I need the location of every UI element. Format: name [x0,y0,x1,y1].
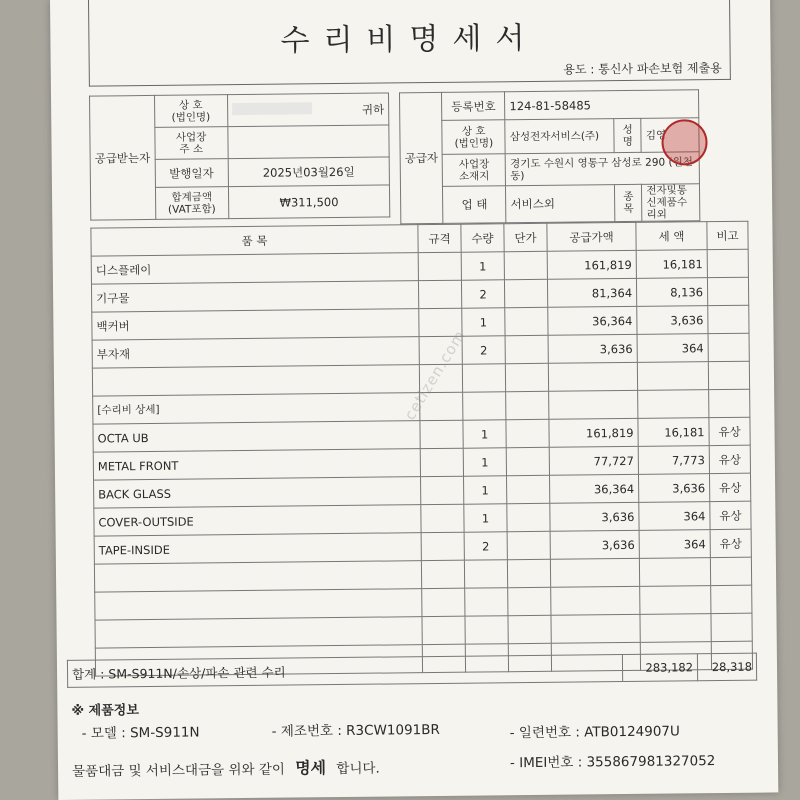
item-name: 기구물 [91,281,418,312]
header-item: 품 목 [91,225,418,256]
detail-note: 유상 [709,417,750,445]
detail-note: 유상 [709,473,750,501]
title-box [88,0,731,87]
total-amount: ₩311,500 [228,185,390,219]
item-supply: 81,364 [547,278,636,307]
detail-name: OCTA UB [93,421,420,452]
supplier-name-label: 상 호 (법인명) [442,120,505,155]
header-qty: 수량 [461,224,504,252]
serial-number: - 제조번호 : R3CW1091BR [271,721,440,740]
item-qty: 2 [462,336,505,364]
totals-table [67,653,757,688]
detail-tax: 364 [639,530,710,559]
detail-supply: 77,727 [549,446,638,475]
detail-tax: 364 [639,502,710,531]
item-name: 디스플레이 [91,253,418,284]
imei-number: - IMEI번호 : 355867981327052 [509,753,716,772]
page-title: 수리비명세서 [280,20,539,59]
closing-statement [72,755,380,781]
header-spec: 규격 [418,224,461,252]
type-label: 업 태 [443,186,506,224]
detail-supply: 161,819 [549,418,638,447]
sequence-number: - 일련번호 : ATB0124907U [509,723,680,742]
item-supply: 36,364 [548,306,637,335]
header-unit: 단가 [504,223,547,251]
issue-date: 2025년03월26일 [228,157,390,187]
detail-name: METAL FRONT [93,449,420,480]
purpose-text: 용도 : 통신사 파손보험 제출용 [563,60,722,77]
rep-name: 김영 [641,118,699,153]
recipient-address-label: 사업장 주 소 [154,127,228,160]
totals-supply: 283,182 [622,654,697,682]
watermark: cetizen.com [400,326,470,424]
detail-tax: 3,636 [638,474,709,503]
detail-name: BACK GLASS [94,477,421,508]
recipient-table [89,92,390,220]
totals-tax: 28,318 [697,653,756,681]
redacted-name [232,102,312,115]
detail-tax: 7,773 [638,446,709,475]
rep-label: 성 명 [614,118,641,152]
detail-supply: 3,636 [550,530,639,559]
header-note: 비고 [707,221,748,249]
item-tax: 16,181 [636,250,707,279]
recipient-side-label: 공급받는자 [90,95,156,220]
item-name: 백커버 [92,309,419,340]
total-label: 합계금액 (VAT포함) [155,187,229,220]
item-qty: 1 [461,252,504,280]
product-info [71,693,761,719]
detail-name: COVER-OUTSIDE [94,505,421,536]
business-item: 전자및통신제품수리외 [642,184,700,222]
items-table [90,221,753,677]
detail-label: [수리비 상세] [93,393,420,424]
item-qty: 1 [462,308,505,336]
recipient-suffix: 귀하 [361,102,385,117]
supplier-side-label: 공급자 [399,92,443,223]
supplier-address-label: 사업장 소재지 [442,154,505,187]
date-label: 발행일자 [155,159,229,188]
header-tax: 세 액 [636,222,707,251]
item-supply: 161,819 [547,250,636,279]
totals-label: 합계 : SM-S911N/손상/파손 관련 수리 [67,655,622,688]
closing-post: 합니다. [336,760,380,778]
supplier-address: 경기도 수원시 영통구 삼성로 290 (원천동) [505,152,699,186]
item-supply: 3,636 [548,334,637,363]
reg-label: 등록번호 [442,92,505,121]
item-tax: 8,136 [636,278,707,307]
detail-tax: 16,181 [638,418,709,447]
detail-name: TAPE-INSIDE [94,533,421,564]
recipient-name-label: 상 호 (법인명) [154,95,228,128]
header-supply: 공급가액 [547,222,636,251]
company-seal-icon [661,119,707,165]
detail-supply: 3,636 [550,502,639,531]
product-info-heading: ※ 제품정보 [71,703,139,719]
detail-note: 유상 [710,529,751,557]
closing-bold: 명세 [295,758,327,778]
closing-pre: 물품대금 및 서비스대금을 위와 같이 [71,761,285,780]
invoice-paper [50,0,778,800]
detail-note: 유상 [709,445,750,473]
detail-qty: 1 [464,476,507,504]
reg-number: 124-81-58485 [505,90,699,120]
supplier-name: 삼성전자서비스(주) [505,119,614,154]
model-number: - 모델 : SM-S911N [81,724,200,742]
detail-qty: 1 [463,420,506,448]
item-tax: 364 [637,334,708,363]
recipient-name-cell [227,93,389,127]
item-qty: 2 [461,280,504,308]
item-name: 부자재 [92,337,419,368]
detail-qty: 1 [464,504,507,532]
detail-qty: 1 [463,448,506,476]
detail-note: 유상 [710,501,751,529]
recipient-address [228,125,390,159]
business-type: 서비스외 [506,185,615,223]
detail-supply: 36,364 [550,474,639,503]
detail-qty: 2 [464,532,507,560]
supplier-table [399,89,700,224]
item-label: 종 목 [615,184,642,221]
item-tax: 3,636 [637,306,708,335]
